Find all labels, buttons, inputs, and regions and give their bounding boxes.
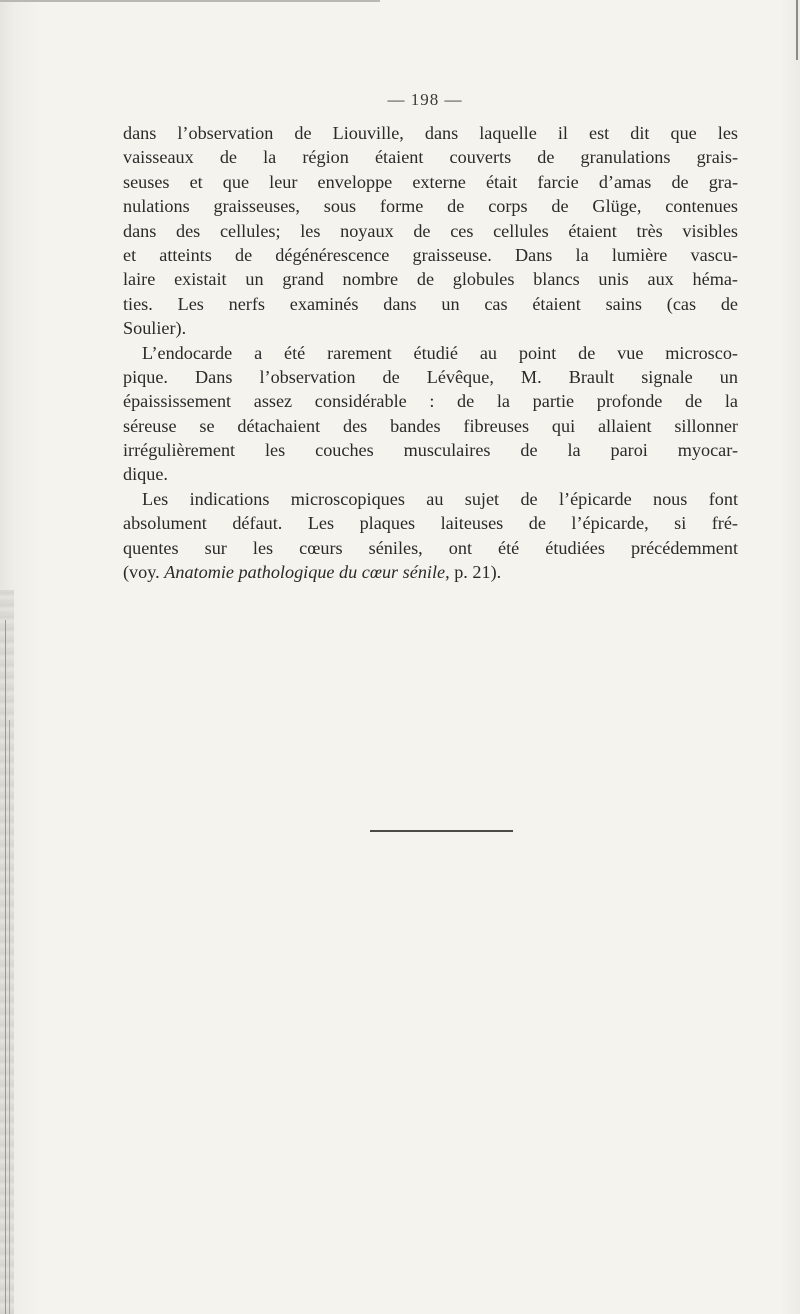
- text-line: [123, 560, 738, 584]
- binding-shadow: [0, 590, 14, 1314]
- text-line: épaississement assez considérable : de la partie profonde de la: [123, 391, 738, 412]
- binding-line: [9, 720, 10, 1314]
- book-title: Anatomie pathologique du cœur sénile: [164, 562, 446, 583]
- text-line: séreuse se détachaient des bandes fibreuses qui allaient sillonner: [123, 415, 738, 436]
- text-fragment: (voy.: [123, 562, 165, 583]
- text-line: absolument défaut. Les plaques laiteuses de l’épicarde, si fré-: [123, 513, 738, 534]
- text-line: dans l’observation de Liouville, dans laquelle il est dit que les: [123, 123, 738, 143]
- text-line: seuses et que leur enveloppe externe était farcie d’amas de gra-: [123, 171, 738, 192]
- right-scan-edge: [796, 0, 798, 60]
- text-line: nulations graisseuses, sous forme de corps de Glüge, contenues: [123, 196, 738, 217]
- text-line: pique. Dans l’observation de Lévêque, M. Brault signale un: [123, 366, 738, 387]
- text-line: ties. Les nerfs examinés dans un cas étaient sains (cas de: [123, 293, 738, 314]
- text-line: et atteints de dégénérescence graisseuse. Dans la lumière vascu-: [123, 244, 738, 265]
- text-fragment: , p. 21).: [445, 562, 502, 583]
- text-line: Les indications microscopiques au sujet de l’épicarde nous font: [142, 488, 738, 509]
- page-number: — 198 —: [387, 90, 463, 109]
- text-line: irrégulièrement les couches musculaires de la paroi myocar-: [123, 440, 738, 461]
- text-line: laire existait un grand nombre de globules blancs unis aux héma-: [123, 269, 738, 290]
- text-line: vaisseaux de la région étaient couverts de granulations grais-: [123, 147, 738, 168]
- text-line: dique.: [123, 464, 168, 485]
- text-line: L’endocarde a été rarement étudié au point de vue microsco-: [142, 342, 738, 363]
- text-line: Soulier).: [123, 318, 187, 339]
- section-rule: [370, 830, 513, 832]
- text-line: dans des cellules; les noyaux de ces cellules étaient très visibles: [123, 220, 738, 241]
- top-scan-edge: [0, 0, 380, 2]
- text-line: quentes sur les cœurs séniles, ont été étudiées précédemment: [123, 537, 738, 558]
- binding-line: [5, 620, 6, 1314]
- body-text: [123, 121, 738, 584]
